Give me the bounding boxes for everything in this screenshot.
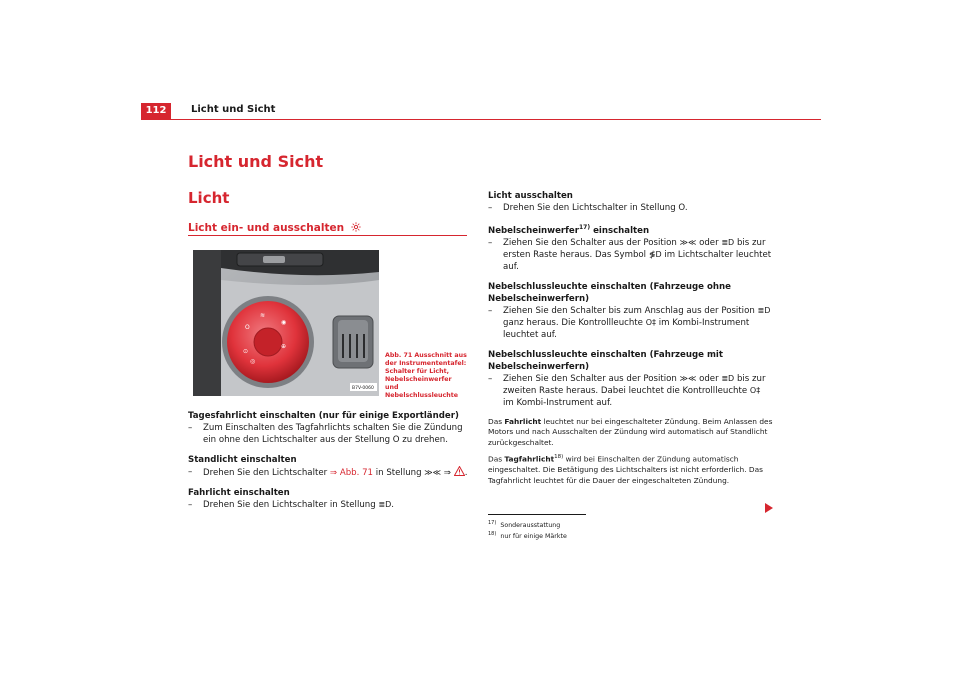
light-switch-illustration [193,250,379,396]
svg-text:⊙: ⊙ [243,348,249,355]
svg-text:◉: ◉ [281,319,287,326]
svg-text:≋: ≋ [260,312,266,319]
subsection-divider [188,235,467,236]
parking-light-icon: ≫≪ [679,237,697,247]
parking-light-icon: ≫≪ [424,468,442,477]
parking-light-icon: ≫≪ [679,373,697,383]
light-switch-figure [193,250,379,396]
low-beam-icon: ≣D [378,500,392,509]
low-beam-icon: ≣D [757,305,771,315]
figure-link[interactable]: ⇒ Abb. 71 [329,468,374,478]
svg-text:O: O [245,324,250,331]
daytime-light-step: – Zum Einschalten des Tagfahrlichts schalten Sie die Zündung ein ohne den Lichtschalter aus der Stellung O zu drehen. [188,423,463,445]
footnote-18: $^{18)}$ nur für einige Märkte [488,531,567,541]
lights-off-heading: Licht ausschalten [488,191,573,201]
left-column [188,410,468,519]
rear-fog-with-front-step: – Ziehen Sie den Schalter aus der Position ≫≪ oder ≣D bis zur zweiten Raste heraus. Dabei leuchtet die Kontrollleuchte O‡ im Kombi-Instrument auf. [488,373,766,408]
note-driving-light: Das Fahrlicht leuchtet nur bei eingeschalteter Zündung. Beim Anlassen des Motors und nach Ausschalten der Zündung wird automatisch auf Standlicht zurückgeschaltet. [488,416,773,447]
sun-icon [351,222,361,232]
note-daytime-light: Das Tagfahrlicht$^{18)}$ wird bei Einschalten der Zündung automatisch eingeschaltet. Die Betätigung des Lichtschalters ist nicht erforderlich. Das Tagfahrlicht leuchtet für die Dauer der eingeschalteten Zündung. [488,454,763,485]
lights-off-step: – Drehen Sie den Lichtschalter in Stellung O. [488,203,688,213]
subsection-title: Licht ein- und ausschalten [188,222,345,234]
driving-light-heading: Fahrlicht einschalten [188,488,290,498]
rear-fog-no-front-step: – Ziehen Sie den Schalter bis zum Anschlag aus der Position ≣D ganz heraus. Die Kontrollleuchte O‡ im Kombi-Instrument leuchtet auf. [488,305,771,340]
daytime-light-heading: Tagesfahrlicht einschalten (nur für einige Exportländer) [188,411,459,421]
low-beam-icon: ≣D [721,237,735,247]
continue-arrow-icon[interactable] [765,503,773,513]
warning-icon[interactable] [454,466,465,476]
rear-fog-with-front-heading: Nebelschlussleuchte einschalten (Fahrzeuge mit Nebelscheinwerfern) [488,349,723,372]
section-title: Licht [188,189,230,207]
footnote-17: $^{17)}$ Sonderausstattung [488,520,561,530]
driving-light-step: – Drehen Sie den Lichtschalter in Stellung ≣D. [188,500,395,510]
fog-light-icon: ≸D [648,249,662,259]
figure-caption: Abb. 71 Ausschnitt aus der Instrumententafel: Schalter für Licht, Nebelscheinwerfer und Nebelschlussleuchte [385,352,467,399]
svg-text:⊕: ⊕ [281,343,287,350]
rear-fog-light-icon: O‡ [645,317,656,327]
svg-text:◎: ◎ [250,358,256,365]
rear-fog-light-icon: O‡ [749,385,761,395]
header-divider [141,119,821,120]
fog-lights-step: – Ziehen Sie den Schalter aus der Position ≫≪ oder ≣D bis zur ersten Raste heraus. Das Symbol ≸D im Lichtschalter leuchtet auf. [488,237,772,272]
subsection-heading [188,222,361,234]
parking-light-step: – Drehen Sie den Lichtschalter ⇒ Abb. 71 in Stellung ≫≪ ⇒ . [188,467,468,478]
figure-code: B7V-0060 [352,386,374,391]
fog-lights-heading: Nebelscheinwerfer$^{17)}$ einschalten [488,224,650,236]
page-number: 112 [141,103,171,119]
footnote-divider [488,514,586,515]
rear-fog-no-front-heading: Nebelschlussleuchte einschalten (Fahrzeuge ohne Nebelscheinwerfern) [488,281,731,304]
running-header: Licht und Sicht [191,104,276,115]
footnotes [488,519,688,541]
parking-light-heading: Standlicht einschalten [188,455,297,465]
low-beam-icon: ≣D [721,373,735,383]
chapter-title: Licht und Sicht [188,152,324,171]
right-column [488,190,773,486]
